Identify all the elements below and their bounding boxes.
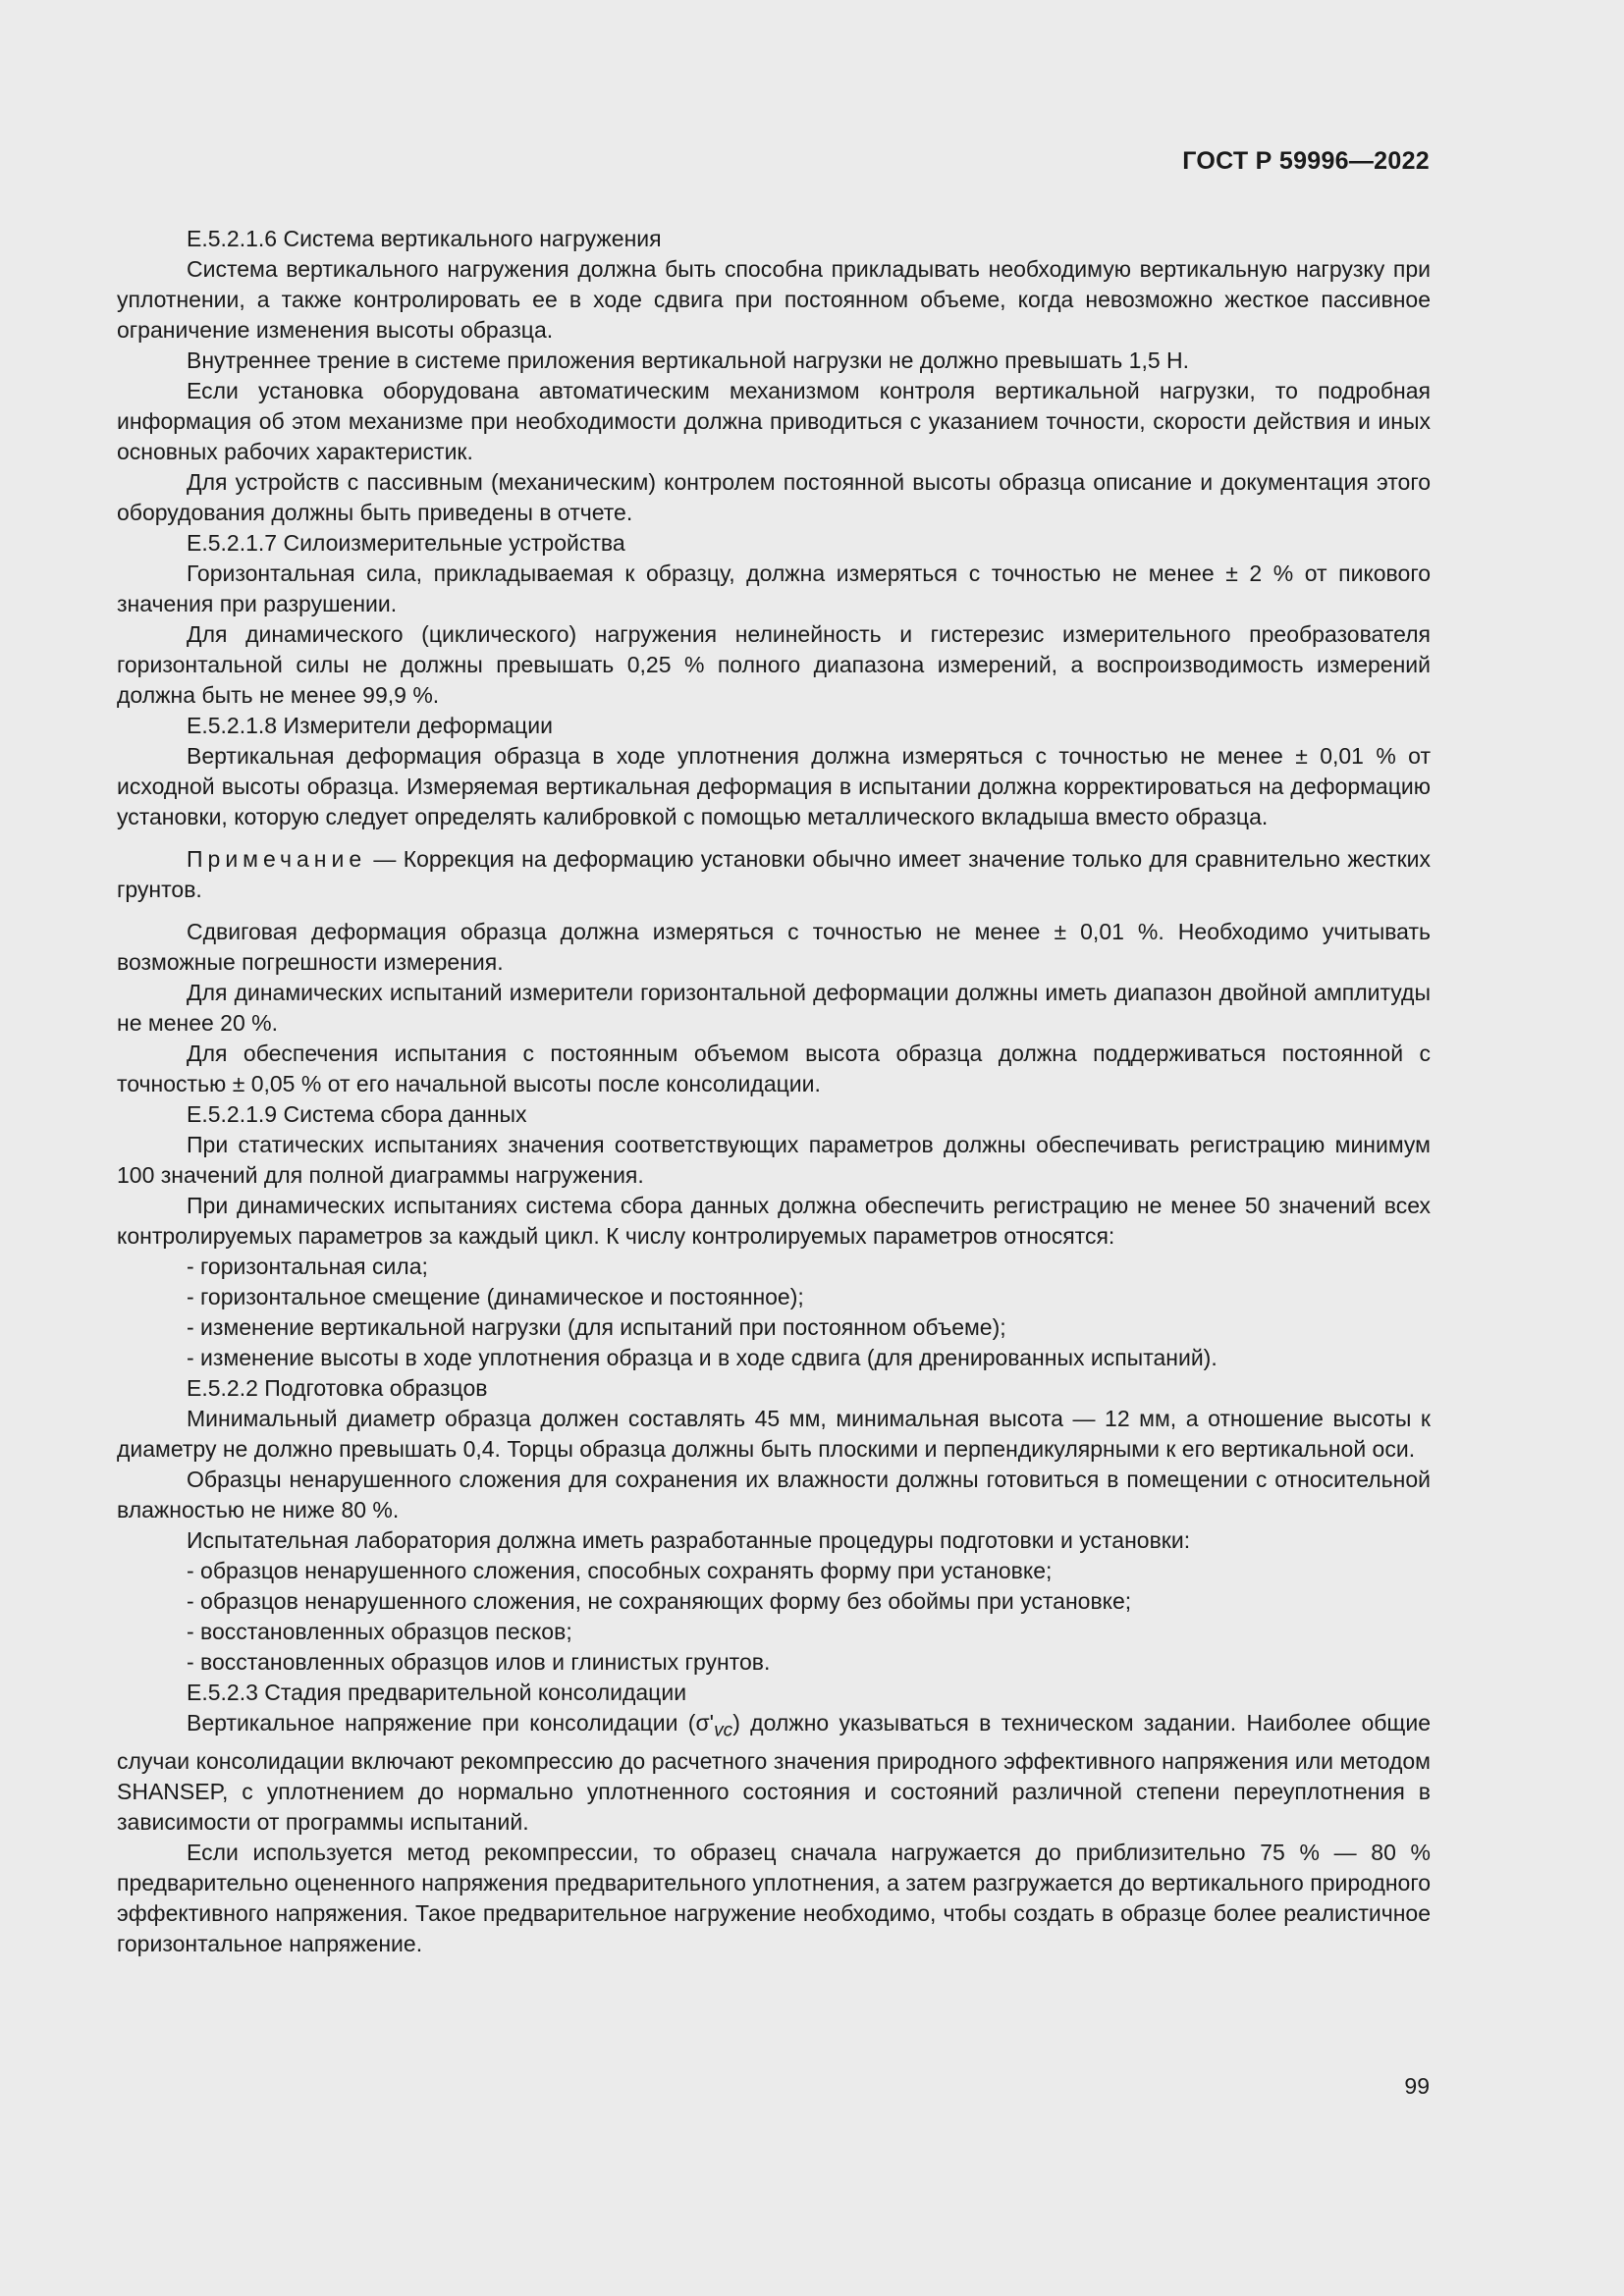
paragraph: Для динамического (циклического) нагружения нелинейность и гистерезис измерительного преобразователя горизонтальной силы не должны превышать 0,25 % полного диапазона измерений, а воспроизводимость измерений должна быть не менее 99,9 %.	[117, 621, 1431, 708]
section-heading: Е.5.2.1.9 Система сбора данных	[187, 1101, 527, 1127]
section-heading: Е.5.2.1.6 Система вертикального нагружения	[187, 226, 662, 251]
subscript-vc: vc	[714, 1720, 733, 1741]
note-paragraph	[117, 844, 1431, 905]
paragraph: Горизонтальная сила, прикладываемая к образцу, должна измеряться с точностью не менее ± 2 % от пикового значения при разрушении.	[117, 561, 1431, 616]
page-number: 99	[1404, 2073, 1430, 2099]
paragraph: Для обеспечения испытания с постоянным объемом высота образца должна поддерживаться постоянной с точностью ± 0,05 % от его начальной высоты после консолидации.	[117, 1041, 1431, 1096]
section-heading: Е.5.2.2 Подготовка образцов	[187, 1375, 488, 1401]
section-heading: Е.5.2.3 Стадия предварительной консолидации	[187, 1680, 687, 1705]
paragraph: Вертикальная деформация образца в ходе уплотнения должна измеряться с точностью не менее ± 0,01 % от исходной высоты образца. Измеряемая вертикальная деформация в испытании должна корректироваться на деформацию установки, которую следует определять калибровкой с помощью металлического вкладыша вместо образца.	[117, 743, 1431, 829]
list-item: - восстановленных образцов песков;	[187, 1619, 572, 1644]
note-label: Примечание	[187, 846, 367, 872]
paragraph: Минимальный диаметр образца должен составлять 45 мм, минимальная высота — 12 мм, а отношение высоты к диаметру не должно превышать 0,4. Торцы образца должны быть плоскими и перпендикулярными к его вертикальной оси.	[117, 1406, 1431, 1462]
paragraph: Образцы ненарушенного сложения для сохранения их влажности должны готовиться в помещении с относительной влажностью не ниже 80 %.	[117, 1467, 1431, 1522]
paragraph: Испытательная лаборатория должна иметь разработанные процедуры подготовки и установки:	[187, 1527, 1191, 1553]
section-heading: Е.5.2.1.7 Силоизмерительные устройства	[187, 530, 625, 556]
document-header: ГОСТ Р 59996—2022	[1182, 147, 1430, 175]
paragraph: При динамических испытаниях система сбора данных должна обеспечить регистрацию не менее 50 значений всех контролируемых параметров за каждый цикл. К числу контролируемых параметров относятся:	[117, 1193, 1431, 1249]
list-item: - образцов ненарушенного сложения, не сохраняющих форму без обоймы при установке;	[187, 1588, 1132, 1614]
paragraph: Сдвиговая деформация образца должна измеряться с точностью не менее ± 0,01 %. Необходимо учитывать возможные погрешности измерения.	[117, 919, 1431, 975]
paragraph: Система вертикального нагружения должна быть способна прикладывать необходимую вертикальную нагрузку при уплотнении, а также контролировать ее в ходе сдвига при постоянном объеме, когда невозможно жесткое пассивное ограничение изменения высоты образца.	[117, 256, 1431, 343]
list-item: - горизонтальное смещение (динамическое и постоянное);	[187, 1284, 804, 1309]
text-run: Вертикальное напряжение при консолидации (σ'	[187, 1710, 715, 1735]
note-text: — Коррекция на деформацию установки обычно имеет значение только для сравнительно жестких грунтов.	[117, 846, 1431, 902]
paragraph: Если используется метод рекомпрессии, то образец сначала нагружается до приблизительно 75 % — 80 % предварительно оцененного напряжения предварительного уплотнения, а затем разгружается до вертикального природного эффективного напряжения. Такое предварительное нагружение необходимо, чтобы создать в образце более реалистичное горизонтальное напряжение.	[117, 1839, 1431, 1956]
paragraph: Внутреннее трение в системе приложения вертикальной нагрузки не должно превышать 1,5 Н.	[187, 347, 1190, 373]
text-run: ) должно указываться в техническом задании. Наиболее общие случаи консолидации включают рекомпрессию до расчетного значения природного эффективного напряжения или методом SHANSEP, с уплотнением до нормально уплотненного состояния и состояний различной степени переуплотнения в зависимости от программы испытаний.	[117, 1710, 1431, 1835]
list-item: - горизонтальная сила;	[187, 1254, 428, 1279]
list-item: - восстановленных образцов илов и глинистых грунтов.	[187, 1649, 771, 1675]
paragraph: Для динамических испытаний измерители горизонтальной деформации должны иметь диапазон двойной амплитуды не менее 20 %.	[117, 980, 1431, 1036]
paragraph: Если установка оборудована автоматическим механизмом контроля вертикальной нагрузки, то подробная информация об этом механизме при необходимости должна приводиться с указанием точности, скорости действия и иных основных рабочих характеристик.	[117, 378, 1431, 464]
paragraph-consolidation	[117, 1708, 1431, 1838]
paragraph: При статических испытаниях значения соответствующих параметров должны обеспечивать регистрацию минимум 100 значений для полной диаграммы нагружения.	[117, 1132, 1431, 1188]
section-heading: Е.5.2.1.8 Измерители деформации	[187, 713, 553, 738]
document-body	[117, 224, 1431, 1959]
list-item: - образцов ненарушенного сложения, способных сохранять форму при установке;	[187, 1558, 1053, 1583]
paragraph: Для устройств с пассивным (механическим) контролем постоянной высоты образца описание и документация этого оборудования должны быть приведены в отчете.	[117, 469, 1431, 525]
list-item: - изменение высоты в ходе уплотнения образца и в ходе сдвига (для дренированных испытаний).	[187, 1345, 1218, 1370]
list-item: - изменение вертикальной нагрузки (для испытаний при постоянном объеме);	[187, 1314, 1006, 1340]
